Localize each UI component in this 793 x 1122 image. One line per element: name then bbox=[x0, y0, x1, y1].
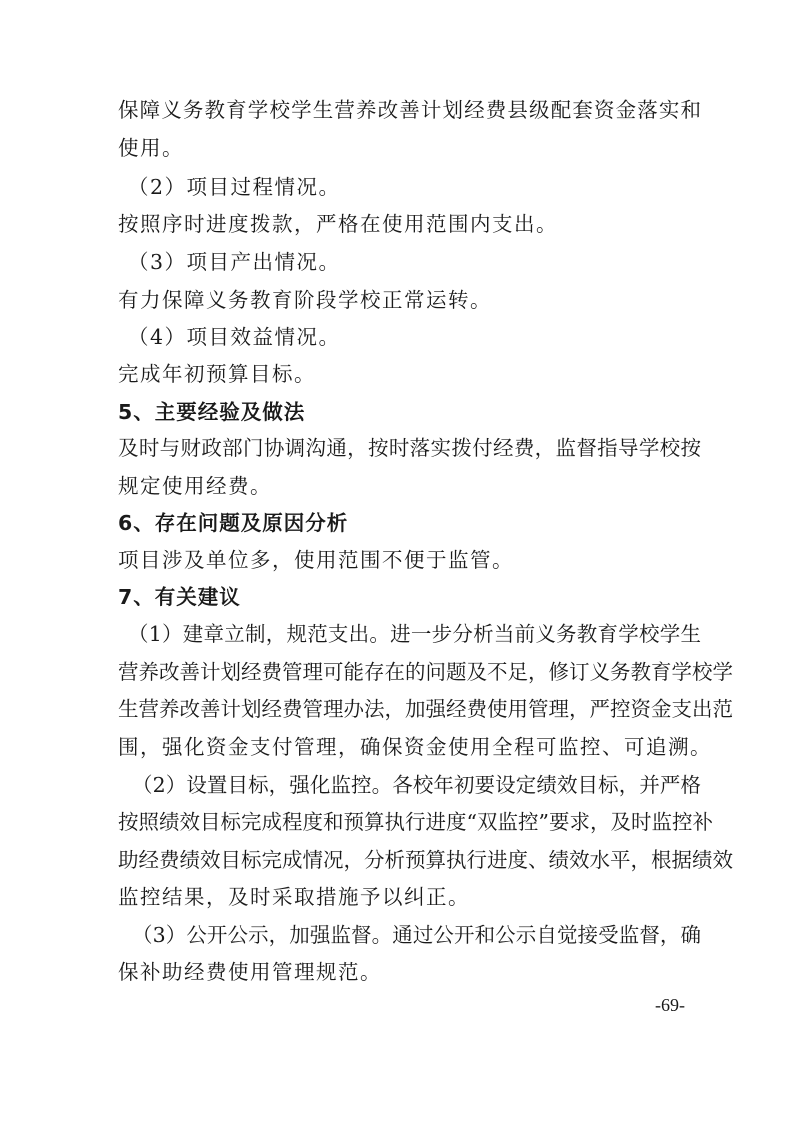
body-text-line: 使用。 bbox=[118, 136, 184, 160]
body-text-line: 监控结果，及时采取措施予以纠正。 bbox=[118, 885, 470, 909]
body-text-line: （1）建章立制，规范支出。进一步分析当前义务教育学校学生 bbox=[128, 622, 701, 646]
body-text-line: 保障义务教育学校学生营养改善计划经费县级配套资金落实和 bbox=[118, 98, 701, 122]
body-text-line: 项目涉及单位多，使用范围不便于监管。 bbox=[118, 548, 514, 572]
page-number: -69- bbox=[655, 995, 685, 1015]
body-text-line: 规定使用经费。 bbox=[118, 474, 272, 498]
body-text-line: 完成年初预算目标。 bbox=[118, 362, 316, 386]
body-text-line: 助经费绩效目标完成情况，分析预算执行进度、绩效水平，根据绩效 bbox=[118, 848, 733, 872]
body-text-line: 围，强化资金支付管理，确保资金使用全程可监控、可追溯。 bbox=[118, 735, 712, 759]
body-text-line: 生营养改善计划经费管理办法，加强经费使用管理，严控资金支出范 bbox=[118, 697, 733, 721]
subsection-heading: （4）项目效益情况。 bbox=[128, 325, 341, 349]
body-text-line: （3）公开公示，加强监督。通过公开和公示自觉接受监督，确 bbox=[132, 923, 701, 947]
body-text-line: 及时与财政部门协调沟通，按时落实拨付经费，监督指导学校按 bbox=[118, 436, 701, 460]
body-text-line: 营养改善计划经费管理可能存在的问题及不足，修订义务教育学校学 bbox=[118, 660, 733, 684]
section-heading: 7、有关建议 bbox=[118, 585, 241, 609]
subsection-heading: （2）项目过程情况。 bbox=[128, 175, 341, 199]
body-text-line: 按照绩效目标完成程度和预算执行进度“双监控”要求，及时监控补 bbox=[118, 810, 713, 834]
section-heading: 6、存在问题及原因分析 bbox=[118, 511, 349, 535]
body-text-line: （2）设置目标，强化监控。各校年初要设定绩效目标，并严格 bbox=[132, 773, 701, 797]
body-text-line: 按照序时进度拨款，严格在使用范围内支出。 bbox=[118, 212, 558, 236]
body-text-line: 保补助经费使用管理规范。 bbox=[118, 960, 382, 984]
subsection-heading: （3）项目产出情况。 bbox=[128, 250, 341, 274]
body-text-line: 有力保障义务教育阶段学校正常运转。 bbox=[118, 288, 492, 312]
section-heading: 5、主要经验及做法 bbox=[118, 400, 306, 424]
